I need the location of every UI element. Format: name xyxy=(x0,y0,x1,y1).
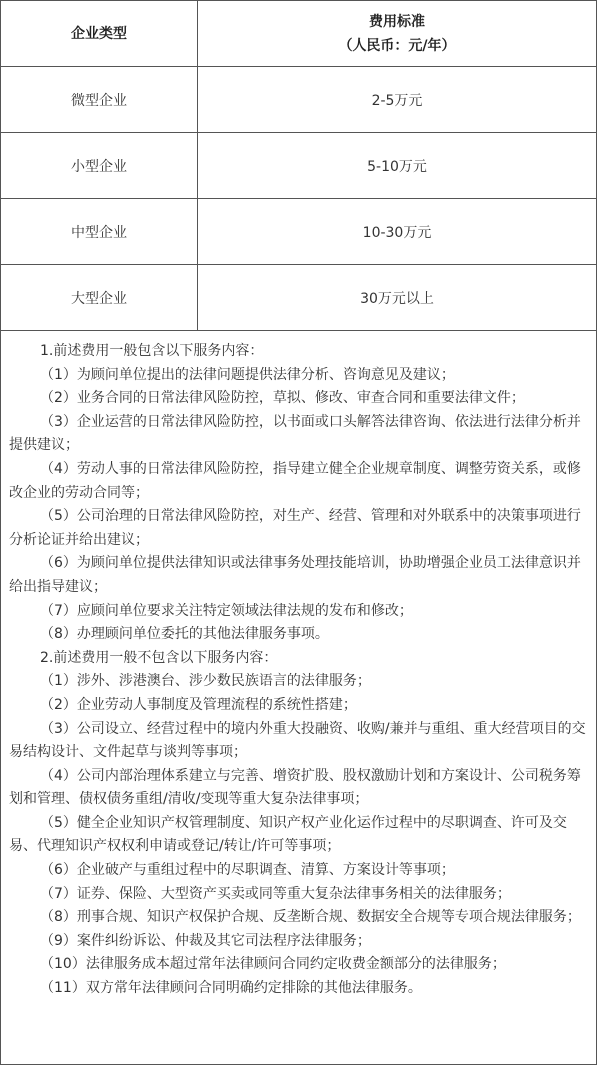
list-item: （5）健全企业知识产权管理制度、知识产权产业化运作过程中的尽职调查、许可及交易、代理知识产权权利申请或登记/转让/许可等事项； xyxy=(9,814,567,855)
list-item: （11）双方常年法律顾问合同明确约定排除的其他法律服务。 xyxy=(40,980,422,997)
header-fee-standard-unit: （人民币：元/年） xyxy=(338,37,456,54)
table-row-large xyxy=(1,265,597,331)
list-item: （3）企业运营的日常法律风险防控，以书面或口头解答法律咨询、依法进行法律分析并提供建议； xyxy=(9,413,581,454)
enterprise-type-cell: 中型企业 xyxy=(1,199,198,265)
header-enterprise-type: 企业类型 xyxy=(1,1,198,67)
list-item: （3）公司设立、经营过程中的境内外重大投融资、收购/兼并与重组、重大经营项目的交易结构设计、文件起草与谈判等事项； xyxy=(9,720,586,761)
list-item: （6）为顾问单位提供法律知识或法律事务处理技能培训，协助增强企业员工法律意识并给出指导建议； xyxy=(9,555,581,595)
fee-cell: 30万元以上 xyxy=(198,265,597,331)
fee-cell: 10-30万元 xyxy=(198,199,597,265)
list-item: （5）公司治理的日常法律风险防控，对生产、经营、管理和对外联系中的决策事项进行分析论证并给出建议； xyxy=(9,508,581,548)
list-item: （1）涉外、涉港澳台、涉少数民族语言的法律服务； xyxy=(40,673,371,690)
list-item: （10）法律服务成本超过常年法律顾问合同约定收费金额部分的法律服务； xyxy=(40,956,506,973)
list-item: （9）案件纠纷诉讼、仲裁及其它司法程序法律服务； xyxy=(40,932,371,949)
excluded-heading: 2.前述费用一般不包含以下服务内容： xyxy=(40,649,278,666)
table-header-row xyxy=(1,1,597,67)
enterprise-type-cell: 大型企业 xyxy=(1,265,198,331)
header-fee-standard xyxy=(198,1,597,67)
header-fee-standard-title: 费用标准 xyxy=(369,13,425,30)
list-item: （1）为顾问单位提出的法律问题提供法律分析、咨询意见及建议； xyxy=(40,366,455,383)
enterprise-type-cell: 小型企业 xyxy=(1,133,198,199)
notes-cell xyxy=(1,331,597,1065)
list-item: （2）企业劳动人事制度及管理流程的系统性搭建； xyxy=(40,696,357,713)
list-item: （6）企业破产与重组过程中的尽职调查、清算、方案设计等事项； xyxy=(40,862,455,879)
enterprise-type-cell: 微型企业 xyxy=(1,67,198,133)
list-item: （4）公司内部治理体系建立与完善、增资扩股、股权激励计划和方案设计、公司税务筹划和管理、债权债务重组/清收/变现等重大复杂法律事项； xyxy=(9,767,581,808)
fee-cell: 2-5万元 xyxy=(198,67,597,133)
table-row-medium xyxy=(1,199,597,265)
excluded-list xyxy=(9,670,590,1000)
list-item: （8）刑事合规、知识产权保护合规、反垄断合规、数据安全合规等专项合规法律服务； xyxy=(40,909,581,926)
list-item: （7）证券、保险、大型资产买卖或同等重大复杂法律事务相关的法律服务； xyxy=(40,885,511,902)
table-row-small xyxy=(1,133,597,199)
notes-body xyxy=(9,340,590,1001)
notes-row xyxy=(1,331,597,1065)
list-item: （4）劳动人事的日常法律风险防控，指导建立健全企业规章制度、调整劳资关系，或修改企业的劳动合同等； xyxy=(9,460,581,501)
list-item: （8）办理顾问单位委托的其他法律服务事项。 xyxy=(40,626,329,643)
fee-cell: 5-10万元 xyxy=(198,133,597,199)
list-item: （2）业务合同的日常法律风险防控，草拟、修改、审查合同和重要法律文件； xyxy=(40,390,525,407)
table-row-micro xyxy=(1,67,597,133)
included-list xyxy=(9,364,590,647)
included-heading: 1.前述费用一般包含以下服务内容： xyxy=(40,343,264,359)
list-item: （7）应顾问单位要求关注特定领域法律法规的发布和修改； xyxy=(40,602,413,619)
